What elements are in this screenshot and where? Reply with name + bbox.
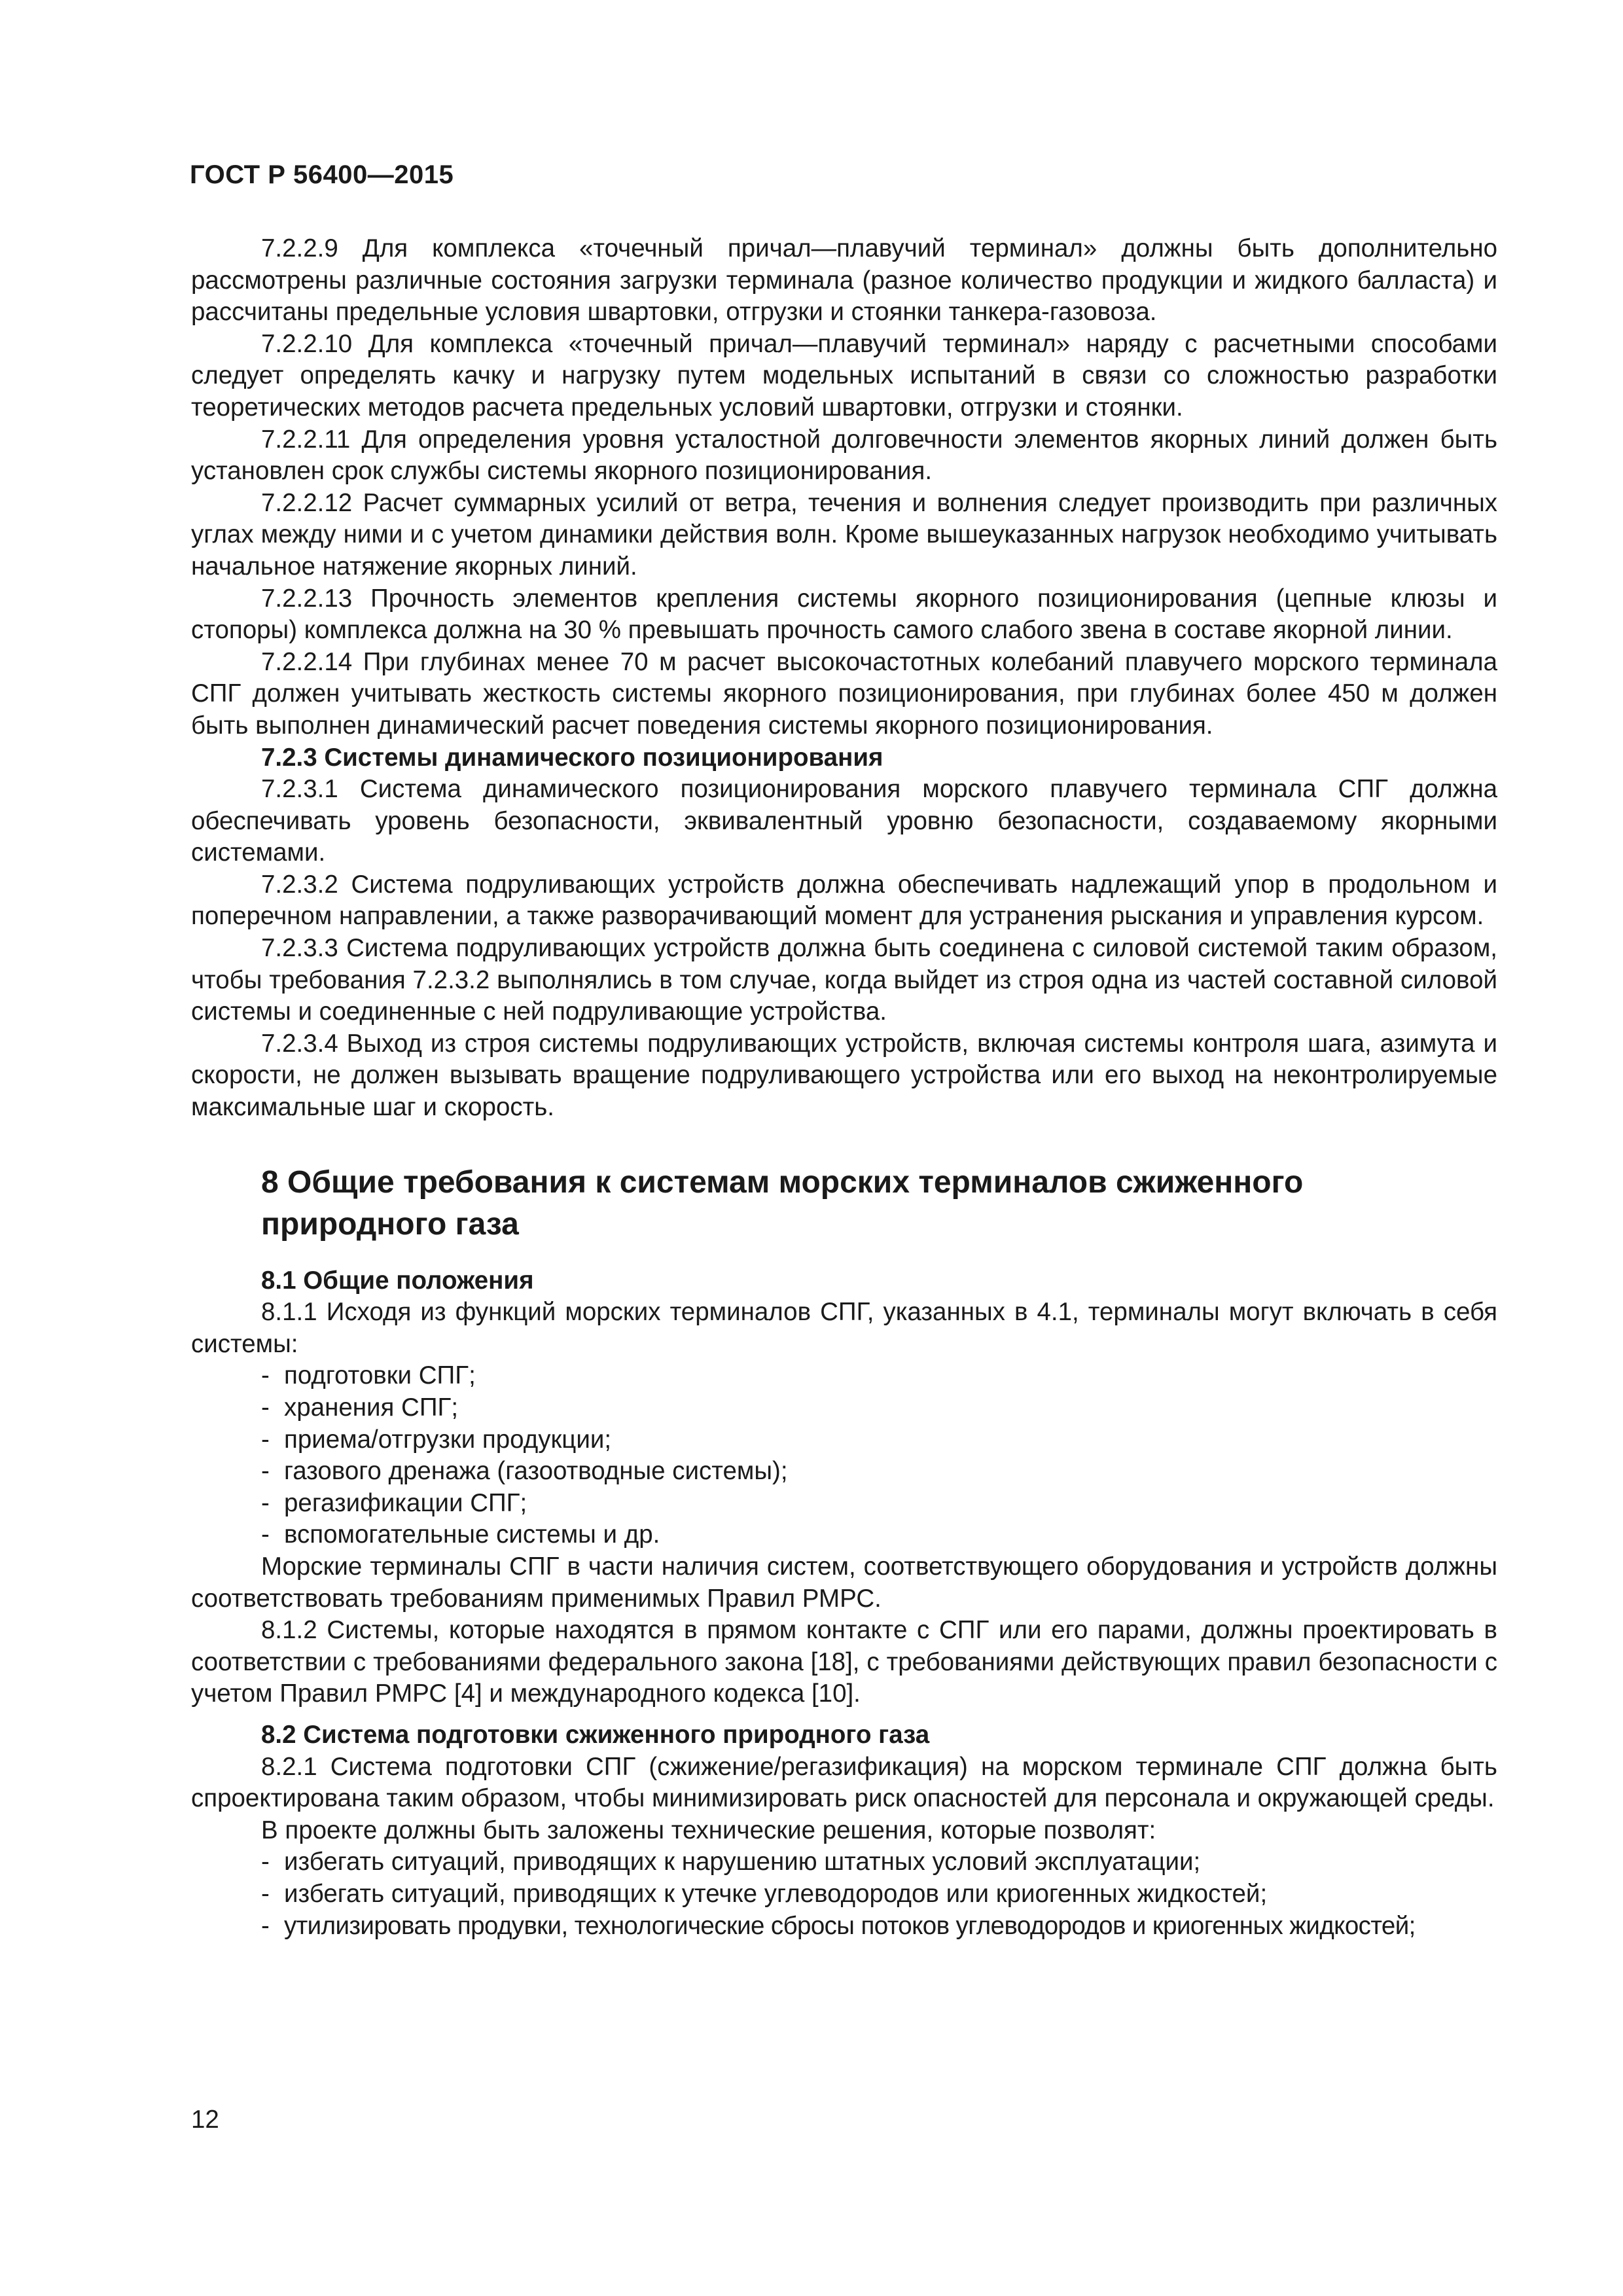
list-item: - подготовки СПГ; (191, 1360, 1497, 1392)
list-dash: - (261, 1361, 270, 1390)
paragraph-7-2-3-2: 7.2.3.2 Система подруливающих устройств должна обеспечивать надлежащий упор в продольном и поперечном направлении, а также разворачивающий момент для устранения рыскания и управления курсом. (191, 870, 1497, 931)
list-dash: - (261, 1457, 270, 1486)
list-item: - приема/отгрузки продукции; (191, 1424, 1497, 1456)
document-header: ГОСТ Р 56400—2015 (190, 160, 454, 189)
paragraph-8-1-1: 8.1.1 Исходя из функций морских терминалов СПГ, указанных в 4.1, терминалы могут включать в себя системы: (191, 1298, 1497, 1358)
heading-7-2-3: 7.2.3 Системы динамического позиционирования (261, 743, 883, 772)
paragraph-7-2-2-14: 7.2.2.14 При глубинах менее 70 м расчет высокочастотных колебаний плавучего морского терминала СПГ должен учитывать жесткость системы якорного позиционирования, при глубинах более 450 м должен быть выполнен динамический расчет поведения системы якорного позиционирования. (191, 647, 1497, 740)
list-item: - утилизировать продувки, технологические сбросы потоков углеводородов и криогенных жидкостей; (191, 1910, 1497, 1943)
list-item: - газового дренажа (газоотводные системы); (191, 1456, 1497, 1488)
list-item: - избегать ситуаций, приводящих к утечке углеводородов или криогенных жидкостей; (191, 1878, 1497, 1910)
paragraph-7-2-2-12: 7.2.2.12 Расчет суммарных усилий от ветра, течения и волнения следует производить при различных углах между ними и с учетом динамики действия волн. Кроме вышеуказанных нагрузок необходимо учитывать начальное натяжение якорных линий. (191, 488, 1497, 581)
paragraph-8-1-1-continued: Морские терминалы СПГ в части наличия систем, соответствующего оборудования и устройств должны соответствовать требованиям применимых Правил РМРС. (191, 1552, 1497, 1613)
page-number: 12 (191, 2106, 219, 2134)
paragraph-7-2-2-11: 7.2.2.11 Для определения уровня усталостной долговечности элементов якорных линий должен быть установлен срок службы системы якорного позиционирования. (191, 425, 1497, 486)
list-item: - избегать ситуаций, приводящих к нарушению штатных условий эксплуатации; (191, 1846, 1497, 1878)
paragraph-7-2-2-10: 7.2.2.10 Для комплекса «точечный причал—плавучий терминал» наряду с расчетными способами следует определять качку и нагрузку путем модельных испытаний в связи со сложностью разработки теоретических методов расчета предельных условий швартовки, отгрузки и стоянки. (191, 329, 1497, 422)
list-dash: - (261, 1425, 270, 1454)
solutions-list (191, 1846, 1497, 1942)
paragraph-7-2-3-1: 7.2.3.1 Система динамического позиционирования морского плавучего терминала СПГ должна обеспечивать уровень безопасности, эквивалентный уровню безопасности, создаваемому якорными системами. (191, 775, 1497, 867)
document-body (191, 233, 1497, 1942)
heading-section-8 (191, 1162, 1497, 1246)
list-dash: - (261, 1488, 270, 1517)
heading-section-8-line-2: природного газа (261, 1206, 519, 1242)
paragraph-8-2-1: 8.2.1 Система подготовки СПГ (сжижение/регазификация) на морском терминале СПГ должна быть спроектирована таким образом, чтобы минимизировать риск опасностей для персонала и окружающей среды. (191, 1752, 1497, 1813)
paragraph-7-2-2-13: 7.2.2.13 Прочность элементов крепления системы якорного позиционирования (цепные клюзы и стопоры) комплекса должна на 30 % превышать прочность самого слабого звена в составе якорной линии. (191, 584, 1497, 645)
paragraph-7-2-3-3: 7.2.3.3 Система подруливающих устройств должна быть соединена с силовой системой таким образом, чтобы требования 7.2.3.2 выполнялись в том случае, когда выйдет из строя одна из частей составной силовой системы и соединенные с ней подруливающие устройства. (191, 934, 1497, 1026)
list-item: - хранения СПГ; (191, 1392, 1497, 1424)
paragraph-7-2-2-9: 7.2.2.9 Для комплекса «точечный причал—плавучий терминал» должны быть дополнительно рассмотрены различные состояния загрузки терминала (разное количество продукции и жидкого балласта) и рассчитаны предельные условия швартовки, отгрузки и стоянки танкера-газовоза. (191, 234, 1497, 327)
list-dash: - (261, 1911, 270, 1940)
list-dash: - (261, 1848, 270, 1876)
list-dash: - (261, 1393, 270, 1422)
heading-8-1: 8.1 Общие положения (261, 1266, 534, 1295)
heading-8-2: 8.2 Система подготовки сжиженного природного газа (261, 1720, 930, 1749)
heading-section-8-line-1: 8 Общие требования к системам морских терминалов сжиженного (261, 1164, 1304, 1200)
list-item: - регазификации СПГ; (191, 1488, 1497, 1520)
paragraph-7-2-3-4: 7.2.3.4 Выход из строя системы подруливающих устройств, включая системы контроля шага, азимута и скорости, не должен вызывать вращение подруливающего устройства или его выход на неконтролируемые максимальные шаг и скорость. (191, 1029, 1497, 1122)
list-dash: - (261, 1879, 270, 1908)
paragraph-8-2-1-intro: В проекте должны быть заложены технические решения, которые позволят: (261, 1816, 1156, 1844)
systems-list (191, 1360, 1497, 1551)
paragraph-8-1-2: 8.1.2 Системы, которые находятся в прямом контакте с СПГ или его парами, должны проектировать в соответствии с требованиями федерального закона [18], с требованиями действующих правил безопасности с учетом Правил РМРС [4] и международного кодекса [10]. (191, 1616, 1497, 1708)
list-dash: - (261, 1520, 270, 1549)
list-item: - вспомогательные системы и др. (191, 1519, 1497, 1551)
